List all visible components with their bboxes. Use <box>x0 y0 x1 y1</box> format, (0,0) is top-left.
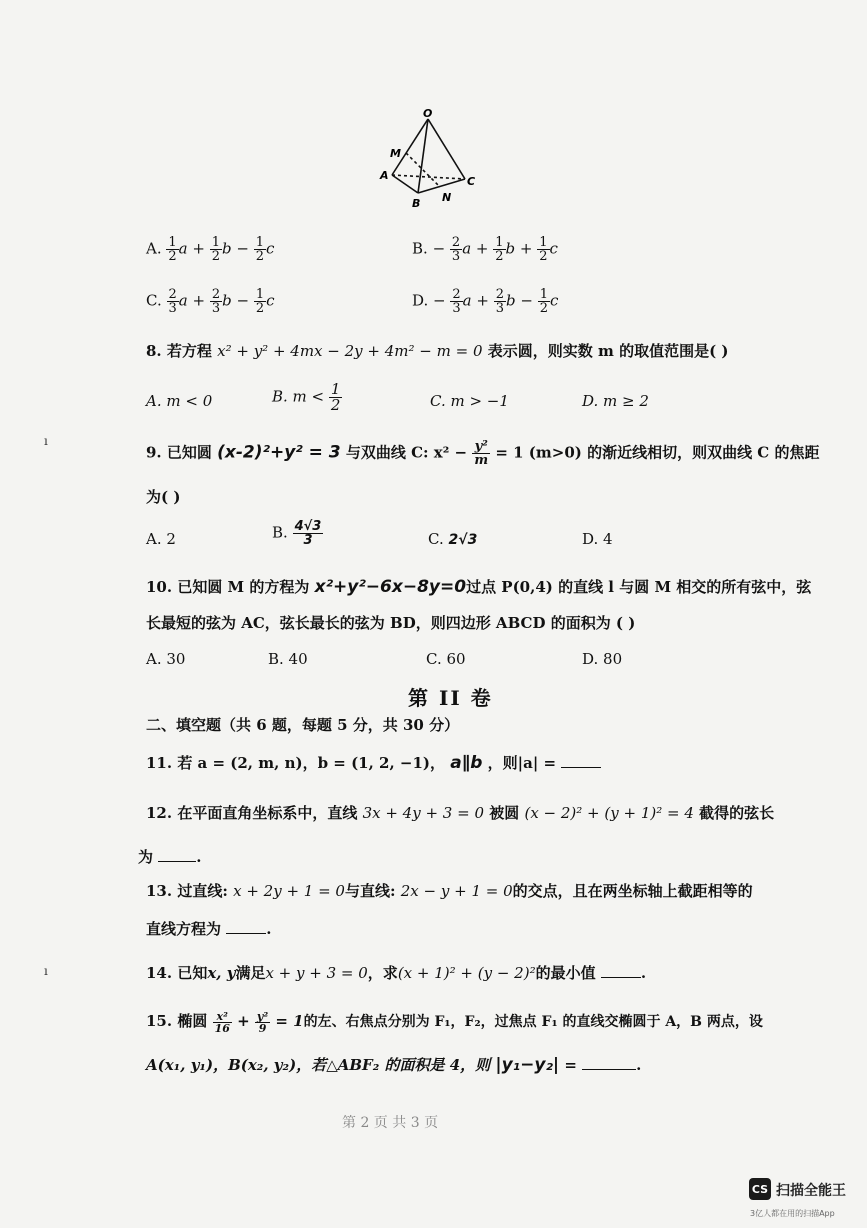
q11-answer-blank[interactable] <box>561 753 601 768</box>
q7-option-b: B. − $\frac{2}{3}$ a + $\frac{1}{2}$ b + $\frac{1}{2}$ c <box>412 235 558 264</box>
q10-line2: 长最短的弦为 AC，弦长最长的弦为 BD，则四边形 ABCD 的面积为 ( ) <box>146 614 636 632</box>
q13-stem: 13. 过直线: x + 2y + 1 = 0与直线: 2x − y + 1 = 0的交点，且在两坐标轴上截距相等的 <box>146 882 753 900</box>
watermark-subtitle: 3亿人都在用的扫描App <box>750 1209 835 1218</box>
q10-option-a: A. 30 <box>146 650 186 668</box>
q8-option-c: C. m > −1 <box>430 392 509 410</box>
q8-option-a: A. m < 0 <box>146 392 213 410</box>
q7-option-c: C. $\frac{2}{3}$ a + $\frac{2}{3}$ b − $\frac{1}{2}$ c <box>146 287 275 316</box>
section-heading: 二、填空题（共 6 题，每题 5 分，共 30 分） <box>146 716 460 734</box>
q7-option-a: A. $\frac{1}{2}$ a + $\frac{1}{2}$ b − $\frac{1}{2}$ c <box>146 235 275 264</box>
label-o: O <box>423 107 433 120</box>
camscanner-logo-icon: CS <box>749 1178 771 1200</box>
page-footer: 第 2 页 共 3 页 <box>342 1115 439 1131</box>
label-b: B <box>412 197 421 210</box>
q13-answer-blank[interactable] <box>226 919 266 934</box>
q10-stem: 10. 已知圆 M 的方程为 x²+y²−6x−8y=0过点 P(0,4) 的直线 l 与圆 M 相交的所有弦中，弦 <box>146 577 812 597</box>
label-n: N <box>442 191 452 204</box>
section-title: 第 II 卷 <box>408 686 493 710</box>
q11-stem: 11. 若 a = (2, m, n)，b = (1, 2, −1)， a∥b ，则|a| = <box>146 752 601 773</box>
q9-option-d: D. 4 <box>582 530 613 548</box>
q9-line2: 为( ) <box>146 488 181 506</box>
q10-option-c: C. 60 <box>426 650 466 668</box>
label-c: C <box>467 175 476 188</box>
q12-stem: 12. 在平面直角坐标系中，直线 3x + 4y + 3 = 0 被圆 (x − 2)² + (y + 1)² = 4 截得的弦长 <box>146 804 775 822</box>
q10-option-d: D. 80 <box>582 650 623 668</box>
q14-stem: 14. 已知x, y满足x + y + 3 = 0，求(x + 1)² + (y − 2)²的最小值 . <box>146 964 647 982</box>
q15-stem: 15. 椭圆 $\frac{\text{x²}}{16}$ + $\frac{\text{y²}}{9}$ = 1的左、右焦点分别为 F₁，F₂，过焦点 F₁ 的直线交椭圆于 A，B 两点，设 <box>146 1009 763 1035</box>
q15-line2: A(x₁, y₁)，B(x₂, y₂)，若△ABF₂ 的面积是 4，则 |y₁−y₂| = . <box>146 1055 642 1075</box>
q12-line2: 为 . <box>138 848 202 866</box>
q8-option-d: D. m ≥ 2 <box>582 392 649 410</box>
label-a: A <box>380 169 389 182</box>
q12-answer-blank[interactable] <box>158 847 196 862</box>
margin-tick: ı <box>44 434 48 448</box>
q15-answer-blank[interactable] <box>582 1055 636 1070</box>
margin-tick-2: ı <box>44 964 48 978</box>
q10-option-b: B. 40 <box>268 650 308 668</box>
q9-option-a: A. 2 <box>146 530 176 548</box>
q9-stem: 9. 已知圆 (x-2)²+y² = 3 与双曲线 C: x² − $\frac{\text{y²}}{m}$ = 1 (m>0) 的渐近线相切，则双曲线 C 的焦距 <box>146 439 820 468</box>
q9-option-c: C. 2√3 <box>428 530 478 548</box>
q8-option-b: B. m < $\frac{1}{2}$ <box>272 380 341 414</box>
q14-answer-blank[interactable] <box>601 963 641 978</box>
label-m: M <box>390 147 401 160</box>
watermark-name: 扫描全能王 <box>776 1183 846 1199</box>
q9-option-b: B. $\frac{4√3}{3}$ <box>272 519 322 548</box>
q7-option-d: D. − $\frac{2}{3}$ a + $\frac{2}{3}$ b − $\frac{1}{2}$ c <box>412 287 559 316</box>
q13-line2: 直线方程为 . <box>146 920 272 938</box>
tetrahedron-figure <box>370 105 490 215</box>
q8-stem: 8. 若方程 x² + y² + 4mx − 2y + 4m² − m = 0 表示圆，则实数 m 的取值范围是( ) <box>146 342 729 360</box>
